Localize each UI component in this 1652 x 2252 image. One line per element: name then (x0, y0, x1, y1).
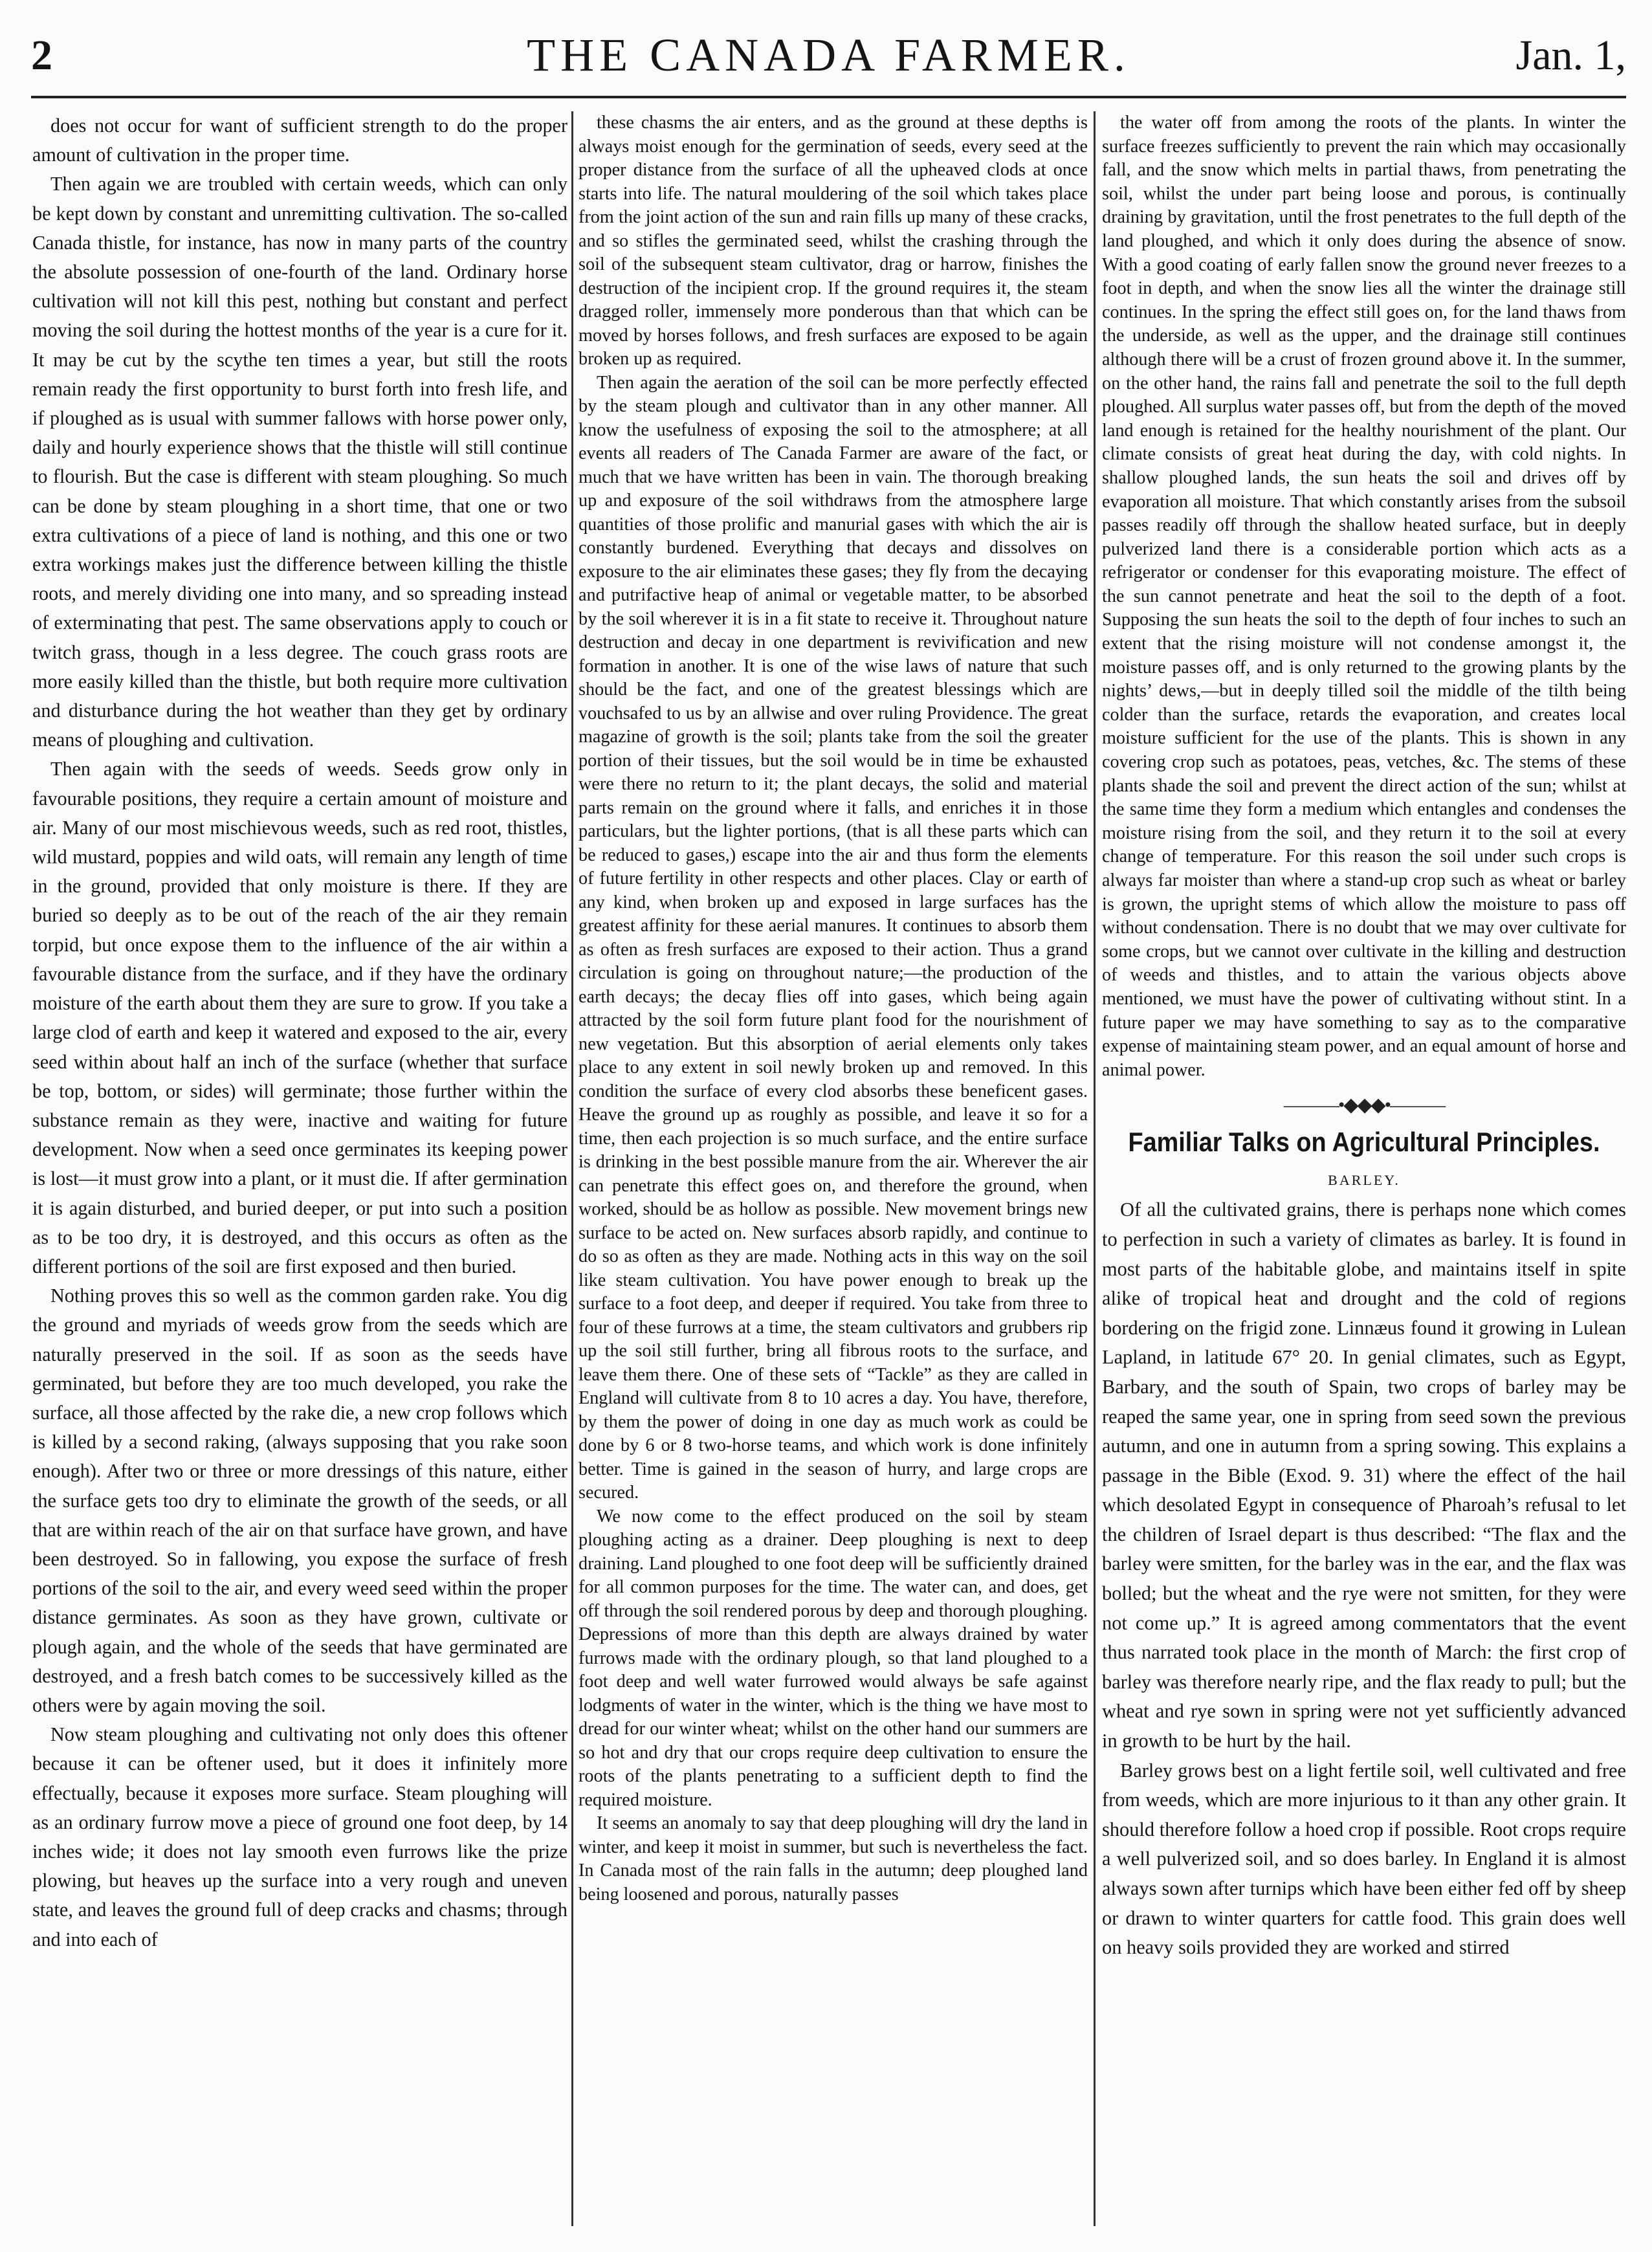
article-paragraph: Barley grows best on a light fertile soil, well cultivated and free from weeds, which are more injurious to it than any other grain. It should therefore follow a hoed crop if possible. Root crops require a well pulverized soil, and so does barley. In England it is almost always sown after turnips which have been either fed off by sheep or drawn to winter quarters for cattle food. This grain does well on heavy soils provided they are worked and stirred (1102, 1759, 1626, 1959)
column-3 (1102, 111, 1626, 2226)
article-paragraph: the water off from among the roots of the plants. In winter the surface freezes sufficiently to prevent the rain which may occasionally fall, and the snow which melts in partial thaws, from penetrating the soil, whilst the under part being loose and porous, is continually draining by gravitation, until the frost penetrates to the full depth of the land ploughed, and which it only does during the absence of snow. With a good coating of early fallen snow the ground never freezes to a foot in depth, and when the snow lies all the winter the drainage still continues. In the spring the effect still goes on, for the land thaws from the underside, as well as the upper, and the drainage still continues although there will be a crust of frozen ground above it. In the summer, on the other hand, the rains fall and penetrate the soil to the full depth ploughed. All surplus water passes off, but from the depth of the moved land enough is retained for the healthy nourishment of the plant. Our climate consists of great heat during the day, with cold nights. In shallow ploughed lands, the sun heats the soil and drives off by evaporation all moisture. That which constantly arises from the subsoil passes readily off through the shallow heated surface, but in deeply pulverized land there is a considerable portion which acts as a refrigerator or condenser for this evaporating moisture. The effect of the sun cannot penetrate and heat the soil to the depth of a foot. Supposing the sun heats the soil to the depth of four inches to such an extent that the rising moisture will not condense amongst it, the moisture passes off, and is only returned to the growing plants by the nights’ dews,—but in deeply tilled soil the middle of the tilth being colder than the surface, retards the evaporation, and creates local moisture sufficient for the use of the plants. This is shown in any covering crop such as potatoes, peas, vetches, &c. The stems of these plants shade the soil and prevent the direct action of the sun; whilst at the same time they form a medium which entangles and condenses the moisture rising from the soil, and they return it to the soil at every change of temperature. For this reason the soil under such crops is always far moister than where a stand-up crop such as wheat or barley is grown, the upright stems of which allow the moisture to pass off without condensation. There is no doubt that we may over cultivate for some crops, but we cannot over cultivate in the killing and destruction of weeds and thistles, and to attain the various objects above mentioned, we must have the power of cultivating without stint. In a future paper we may have something to say as to the comparative expense of maintaining steam power, and an equal amount of horse and animal power. (1102, 113, 1626, 1080)
column-1 (32, 111, 567, 2226)
article-paragraph: Then again with the seeds of weeds. Seeds grow only in favourable positions, they require a certain amount of moisture and air. Many of our most mischievous weeds, such as red root, thistles, wild mustard, poppies and wild oats, will remain any length of time in the ground, provided that only moisture is there. If they are buried so deeply as to be out of the reach of the air they remain torpid, but once expose them to the influence of the air within a favourable distance from the surface, and if they have the ordinary moisture of the earth about them they are sure to grow. If you take a large clod of earth and keep it watered and exposed to the air, every seed within about half an inch of the surface (whether that surface be top, bottom, or sides) will germinate; those further within the substance remain as they were, inactive and waiting for future development. Now when a seed once germinates its keeping power is lost—it must grow into a plant, or it must die. If after germination it is again disturbed, and buried deeper, or put into such a position as to be too dry, it is destroyed, and this occurs as often as the different portions of the soil are first exposed and then buried. (32, 758, 567, 1277)
section-ornament: ———•◆◆◆•——— (1283, 1094, 1445, 1116)
article-paragraph: Then again we are troubled with certain weeds, which can only be kept down by constant and unremitting cultivation. The so-called Canada thistle, for instance, has now in many parts of the country the absolute possession of one-fourth of the land. Ordinary horse cultivation will not kill this pest, nothing but constant and perfect moving the soil during the hottest months of the year is a cure for it. It may be cut by the scythe ten times a year, but still the roots remain ready the first opportunity to burst forth into fresh life, and if ploughed as is usual with summer fallows with horse power only, daily and hourly experience shows that the thistle will still continue to flourish. But the case is different with steam ploughing. So much can be done by steam ploughing in a short time, that one or two extra cultivations of a piece of land is nothing, and this one or two extra workings makes just the difference between killing the thistle roots, and merely dividing one into many, and so spreading instead of exterminating that pest. The same observations apply to couch or twitch grass, though in a less degree. The couch grass roots are more easily killed than the thistle, but both require more cultivation and disturbance during the hot weather than they get by ordinary means of ploughing and cultivation. (32, 173, 567, 751)
masthead (31, 28, 1626, 93)
article-paragraph: does not occur for want of sufficient strength to do the proper amount of cultivation in the proper time. (32, 115, 567, 166)
newspaper-title: THE CANADA FARMER. (527, 29, 1130, 81)
article-paragraph: Then again the aeration of the soil can be more perfectly effected by the steam plough and cultivator than in any other manner. All know the usefulness of exposing the soil to the atmosphere; at all events all readers of The Canada Farmer are aware of the fact, or much that we have written has been in vain. The thorough breaking up and exposure of the soil withdraws from the atmosphere large quantities of those prolific and manurial gases with which the air is constantly burdened. Everything that decays and dissolves on exposure to the air eliminates these gases; they fly from the decaying and putrifactive heap of animal or vegetable matter, to be absorbed by the soil wherever it is in a fit state to receive it. Throughout nature destruction and decay in one department is revivification and new formation in another. It is one of the wise laws of nature that such should be the fact, and one of the greatest blessings which are vouchsafed to us by an allwise and over ruling Providence. The great magazine of growth is the soil; plants take from the soil the greater portion of their tissues, but the soil would be in time be exhausted were there no return to it; the plant decays, the solid and material parts remain on the ground where it falls, and enriches it in those particulars, but the lighter portions, (that is all these parts which can be reduced to gases,) escape into the air and thus form the elements of future fertility in other respects and other places. Clay or earth of any kind, when broken up and exposed in large surfaces has the greatest affinity for these aerial manures. It continues to absorb them as often as fresh surfaces are exposed to their action. Thus a grand circulation is going on throughout nature;—the production of the earth decays; the decay flies off into gases, which being again attracted by the soil form future plant food for the nourishment of new vegetation. But this absorption of aerial elements only takes place to any extent in soil newly broken up and removed. In this condition the surface of every clod absorbs these beneficent gases. Heave the ground up as roughly as possible, and leave it so for a time, then each projection is so much surface, and the entire surface is drinking in the best possible manure from the air. Wherever the air can penetrate this effect goes on, and therefore the ground, when worked, should be as hollow as possible. New movement brings new surface to be acted on. New surfaces absorb rapidly, and continue to do so as often as they are made. Nothing acts in this way on the soil like steam cultivation. You have power enough to break up the surface to a foot deep, and deeper if required. You take from three to four of these furrows at a time, the steam cultivators and grubbers rip up the soil still further, bring all fibrous roots to the surface, and leave them there. One of these sets of “Tackle” as they are called in England will cultivate from 8 to 10 acres a day. You have, therefore, by them the power of doing in one day as much work as could be done by 6 or 8 two-horse teams, and which work is done infinitely better. Time is gained in the season of hurry, and large crops are secured. (578, 372, 1088, 1503)
barley-article (1102, 1195, 1626, 1962)
article-paragraph: It seems an anomaly to say that deep ploughing will dry the land in winter, and keep it moist in summer, but such is nevertheless the fact. In Canada most of the rain falls in the autumn; deep ploughed land being loosened and porous, naturally passes (578, 1813, 1088, 1904)
column-2 (578, 111, 1088, 2226)
article-paragraph: these chasms the air enters, and as the ground at these depths is always moist enough for the germination of seeds, every seed at the proper distance from the surface of all the upheaved clods at once starts into life. The natural mouldering of the soil which takes place from the joint action of the sun and rain fills up many of these cracks, and so stifles the germinated seed, whilst the crashing through the soil of the subsequent steam cultivator, drag or harrow, finishes the destruction of the incipient crop. If the ground requires it, the steam dragged roller, immensely more ponderous than that which can be moved by horses follows, and fresh surfaces are exposed to be again broken up as required. (578, 113, 1088, 369)
page-number: 2 (31, 32, 52, 79)
column-divider (1094, 111, 1096, 2226)
article-paragraph: Nothing proves this so well as the common garden rake. You dig the ground and myriads of weeds grow from the seeds which are naturally preserved in the soil. If as soon as the seeds have germinated, but before they are too much developed, you rake the surface, all those affected by the rake die, a new crop follows which is killed by a second raking, (always supposing that you rake soon enough). After two or three or more dressings of this nature, either the surface gets too dry to eliminate the growth of the seeds, or all that are within reach of the air on that surface have grown, and have been destroyed. So in fallowing, you expose the surface of fresh portions of the soil to the air, and every weed seed within the proper distance germinates. As soon as they have grown, cultivate or plough again, and the whole of the seeds that have germinated are destroyed, and a fresh batch comes to be successively killed as the others were by again moving the soil. (32, 1285, 567, 1716)
section-subheading: BARLEY. (1328, 1172, 1400, 1189)
section-heading: Familiar Talks on Agricultural Principles. (1128, 1127, 1600, 1158)
article-paragraph: Of all the cultivated grains, there is perhaps none which comes to perfection in such a variety of climates as barley. It is found in most parts of the habitable globe, and maintains itself in spite alike of tropical heat and drought and the cold of regions bordering on the frigid zone. Linnæus found it growing in Lulean Lapland, in latitude 67° 20. In genial climates, such as Egypt, Barbary, and the south of Spain, two crops of barley may be reaped the same year, one in spring from seed sown the previous autumn, and one in autumn from a spring sowing. This explains a passage in the Bible (Exod. 9. 31) where the effect of the hail which desolated Egypt in consequence of Pharoah’s refusal to let the children of Israel depart is thus described: “The flax and the barley were smitten, for the barley was in the ear, and the flax was bolled; but the wheat and the rye were not smitten, for they were not come up.” It is agreed among commentators that the event thus narrated took place in the month of March: the first crop of barley was therefore nearly ripe, and the flax ready to pull; but the wheat and rye sown in spring were not yet sufficiently advanced in growth to be hurt by the hail. (1102, 1198, 1626, 1752)
issue-date: Jan. 1, (1515, 32, 1626, 79)
article-paragraph: Now steam ploughing and cultivating not only does this oftener because it can be oftener used, but it does it infinitely more effectually, because it exposes more surface. Steam ploughing will as an ordinary furrow move a piece of ground one foot deep, by 14 inches wide; it does not lay smooth even furrows like the prize plowing, but heaves up the surface into a very rough and uneven state, and leaves the ground full of deep cracks and chasms; through and into each of (32, 1723, 567, 1950)
column-divider (571, 111, 573, 2226)
article-continuation (1102, 111, 1626, 1082)
article-paragraph: We now come to the effect produced on the soil by steam ploughing acting as a drainer. Deep ploughing is next to deep draining. Land ploughed to one foot deep will be sufficiently drained for all common purposes for the time. The water can, and does, get off through the soil rendered porous by deep and thorough ploughing. Depressions of more than this depth are always drained by water furrows made with the ordinary plough, so that land ploughed to a foot deep and well water furrowed would always be safe against lodgments of water in the winter, which is the thing we have most to dread for our winter wheat; whilst on the other hand our summers are so hot and dry that our crops require deep cultivation to ensure the roots of the plants penetrating to a sufficient depth to find the required moisture. (578, 1506, 1088, 1810)
masthead-rule (31, 96, 1626, 98)
